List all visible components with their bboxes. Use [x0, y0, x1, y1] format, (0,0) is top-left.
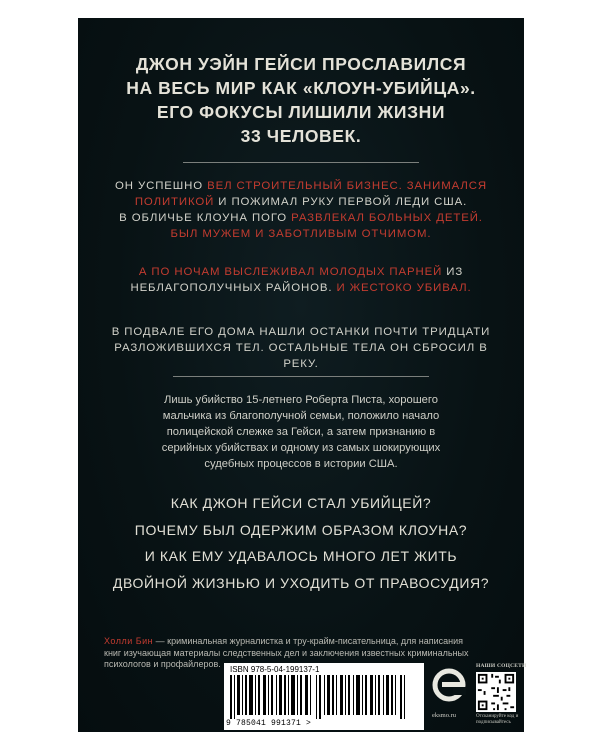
headline-line-2: НА ВЕСЬ МИР КАК «КЛОУН-УБИЙЦА».: [126, 78, 476, 98]
qr-code-icon[interactable]: [476, 672, 516, 712]
qr-label: НАШИ СОЦСЕТИ: [476, 663, 527, 669]
para2-highlight-c: И ЖЕСТОКО УБИВАЛ.: [336, 282, 472, 294]
divider-middle: [173, 376, 429, 377]
para3-line-1: В ПОДВАЛЕ ЕГО ДОМА НАШЛИ ОСТАНКИ ПОЧТИ ТРИДЦАТИ: [111, 326, 491, 338]
question-3: И КАК ЕМУ УДАВАЛОСЬ МНОГО ЛЕТ ЖИТЬ: [144, 548, 458, 564]
isbn-text: ISBN 978-5-04-199137-1: [230, 665, 320, 674]
author-bio-line-3: психологов и профайлеров.: [104, 659, 221, 669]
headline: [78, 52, 524, 148]
qr-caption: Отсканируйте код и подписывайтесь: [476, 714, 519, 725]
para1-highlight-b: ВЕЛ СТРОИТЕЛЬНЫЙ БИЗНЕС. ЗАНИМАЛСЯ ПОЛИТИКОЙ: [134, 180, 487, 208]
barcode-icon: [230, 675, 418, 719]
para2-text-b: ИЗ НЕБЛАГОПОЛУЧНЫХ РАЙОНОВ.: [130, 266, 464, 294]
paragraph-business: [108, 178, 494, 242]
question-1: КАК ДЖОН ГЕЙСИ СТАЛ УБИЙЦЕЙ?: [170, 495, 432, 511]
question-4: ДВОЙНОЙ ЖИЗНЬЮ И УХОДИТЬ ОТ ПРАВОСУДИЯ?: [112, 574, 490, 591]
body-line-5: судебных процессов в истории США.: [204, 458, 398, 470]
para3-line-2: РАЗЛОЖИВШИХСЯ ТЕЛ. ОСТАЛЬНЫЕ ТЕЛА ОН СБРОСИЛ В РЕКУ.: [114, 342, 488, 370]
para2-highlight-a: А ПО НОЧАМ ВЫСЛЕЖИВАЛ МОЛОДЫХ ПАРНЕЙ: [138, 266, 443, 278]
body-line-1: Лишь убийство 15-летнего Роберта Писта, хорошего: [164, 394, 438, 406]
author-bio-line-1: — криминальная журналистка и тру-крайм-писательница, для написания: [153, 636, 464, 646]
author-name: Холли Бин: [104, 636, 154, 646]
headline-line-1: ДЖОН УЭЙН ГЕЙСИ ПРОСЛАВИЛСЯ: [135, 54, 467, 74]
body-line-4: серийных убийствах и одному из самых шокирующих: [161, 442, 441, 454]
publisher-site: eksmo.ru: [432, 712, 457, 719]
paragraph-basement: [108, 324, 494, 372]
question-2: ПОЧЕМУ БЫЛ ОДЕРЖИМ ОБРАЗОМ КЛОУНА?: [134, 521, 468, 538]
headline-line-3: ЕГО ФОКУСЫ ЛИШИЛИ ЖИЗНИ: [156, 102, 446, 122]
barcode-panel: [224, 663, 424, 730]
body-line-3: полицейской слежке за Гейси, а затем признанию в: [166, 426, 436, 438]
para1-text-a: ОН УСПЕШНО: [115, 180, 208, 192]
paragraph-investigation: [110, 392, 492, 472]
headline-line-4: 33 ЧЕЛОВЕК.: [240, 126, 362, 146]
questions-block: [78, 490, 524, 596]
para1-text-c: И ПОЖИМАЛ РУКУ ПЕРВОЙ ЛЕДИ США.: [214, 196, 468, 208]
para1-text-d: В ОБЛИЧЬЕ КЛОУНА ПОГО: [119, 212, 292, 224]
divider-top: [183, 162, 419, 163]
body-line-2: мальчика из благополучной семьи, положило начало: [162, 410, 440, 422]
book-back-cover: [78, 18, 527, 732]
barcode-digits: 9 785041 991371 >: [226, 719, 312, 728]
author-bio-line-2: книг изучающая материалы следственных дел и заключения известных криминальных: [104, 647, 469, 658]
eksmo-logo-icon: [432, 668, 466, 708]
paragraph-nights: [108, 264, 494, 296]
para1-highlight-e: РАЗВЛЕКАЛ БОЛЬНЫХ ДЕТЕЙ. БЫЛ МУЖЕМ И ЗАБОТЛИВЫМ ОТЧИМОМ.: [170, 212, 483, 240]
